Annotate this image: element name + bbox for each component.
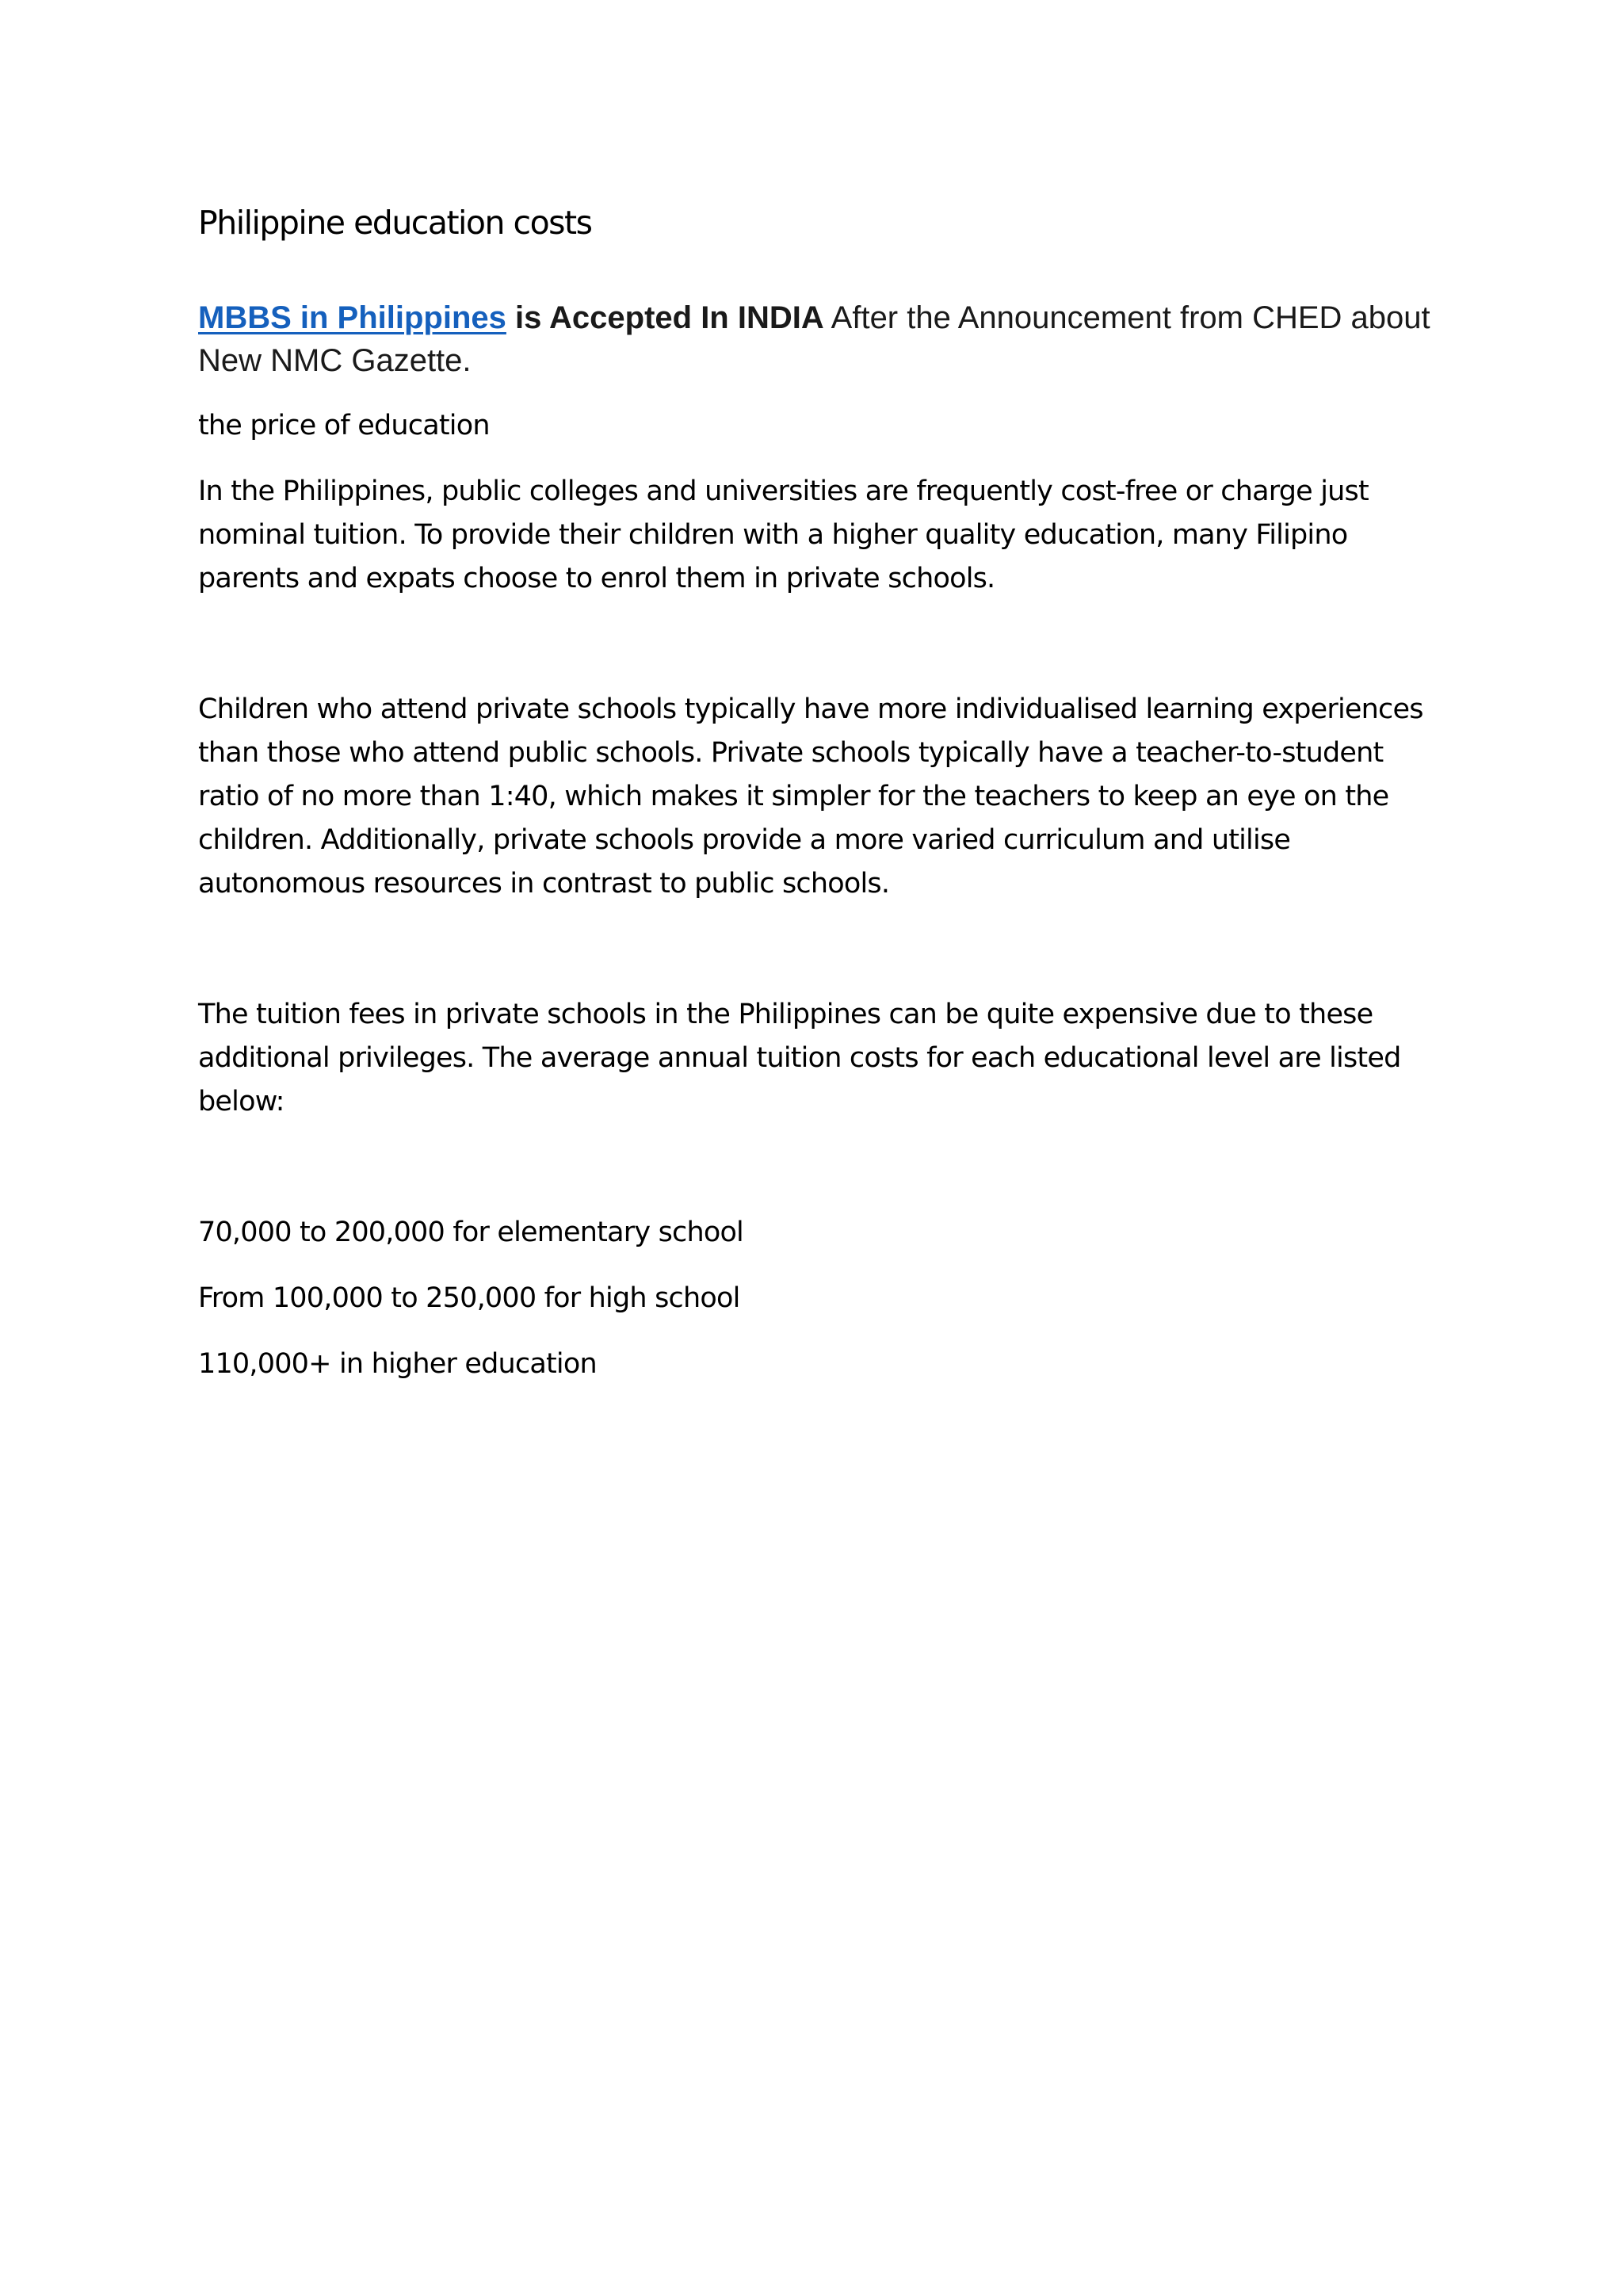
mbbs-philippines-link[interactable]: MBBS in Philippines <box>198 300 506 335</box>
cost-item-elementary: 70,000 to 200,000 for elementary school <box>198 1217 743 1248</box>
headline-rest-text: After the Announcement from CHED about New NMC Gazette. <box>198 300 1430 378</box>
paragraph-private-schools: Children who attend private schools typically have more individualised learning experiences than those who attend public schools. Private schools typically have a teacher-to-student ratio of no more than 1:40, which makes it simpler for the teachers to keep an eye on the children. Additionally, private schools provide a more varied curriculum and utilise autonomous resources in contrast to public schools. <box>198 693 1423 900</box>
cost-item-high-school: From 100,000 to 250,000 for high school <box>198 1282 740 1314</box>
document-title: Philippine education costs <box>198 204 592 242</box>
headline <box>198 296 1434 382</box>
document-content <box>198 198 1434 1386</box>
headline-bold-text: is Accepted In INDIA <box>515 300 824 335</box>
cost-item-higher-education: 110,000+ in higher education <box>198 1348 597 1380</box>
paragraph-tuition-fees: The tuition fees in private schools in the Philippines can be quite expensive due to these additional privileges. The average annual tuition costs for each educational level are listed below: <box>198 999 1401 1117</box>
subheading: the price of education <box>198 410 490 441</box>
paragraph-public-colleges: In the Philippines, public colleges and universities are frequently cost-free or charge just nominal tuition. To provide their children with a higher quality education, many Filipino parents and expats choose to enrol them in private schools. <box>198 476 1369 594</box>
